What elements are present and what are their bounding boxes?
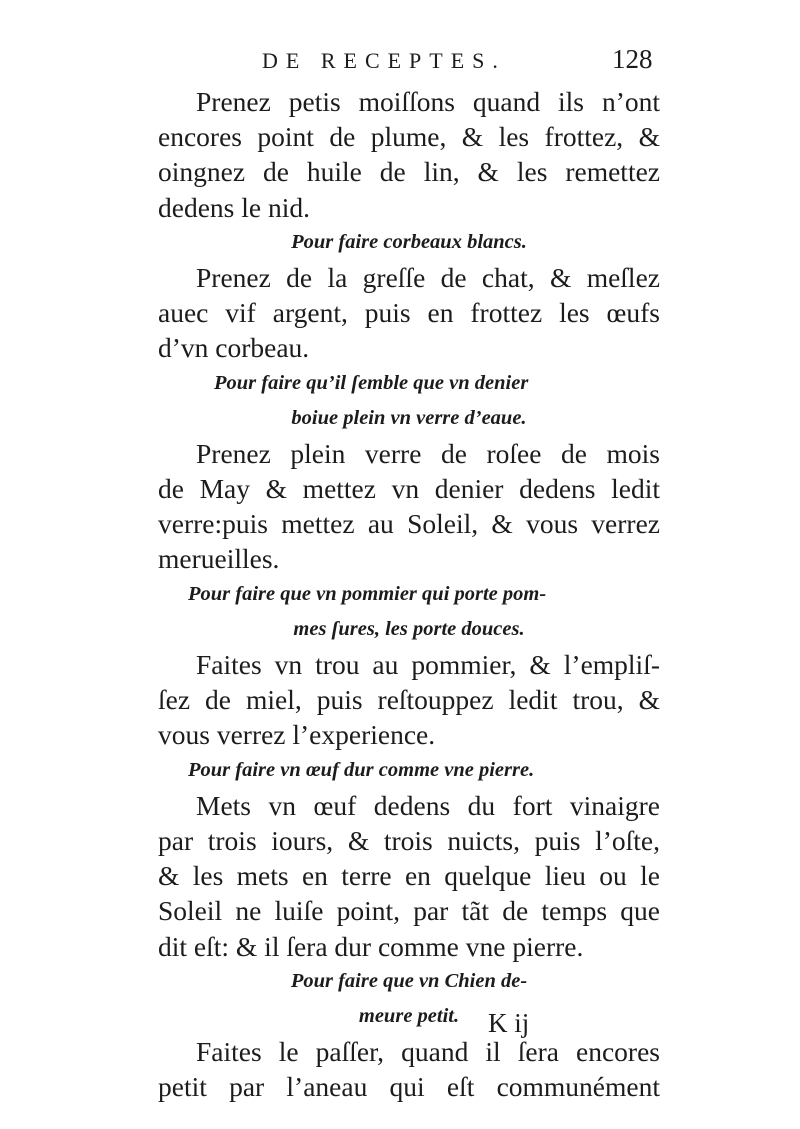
text-line: oingnez de huile de lin, & les remettez [158,156,660,188]
recipe-heading: mes ſures, les porte douces. [293,617,525,640]
recipe-heading: Pour faire qu’il ſemble que vn denier [214,371,529,394]
text-line: dit eſt: & il ſera dur comme vne pierre. [158,930,584,962]
text-line: par trois iours, & trois nuicts, puis l’oſte, [158,824,660,856]
text-line: merueilles. [158,543,280,575]
text-line: auec vif argent, puis en frottez les œufs [158,297,660,329]
text-line: dedens le nid. [158,191,310,223]
text-line: Soleil ne luiſe point, par tãt de temps que [158,895,660,927]
recipe-heading: boiue plein vn verre d’eaue. [291,406,527,429]
text-line: Mets vn œuf dedens du fort vinaigre [196,789,660,821]
recipe-heading: Pour faire vn œuf dur comme vne pierre. [188,758,535,781]
recipe-heading: Pour faire que vn pommier qui porte pom- [188,582,547,605]
signature-mark: K ij [488,1008,530,1038]
text-line: d’vn corbeau. [158,332,310,364]
text-line: Prenez plein verre de roſee de mois [196,437,660,469]
text-line: Faites le paſſer, quand il ſera encores [196,1036,660,1068]
text-line: petit par l’aneau qui eſt communément [158,1071,660,1103]
text-line: Prenez de la greſſe de chat, & meſlez [196,261,660,293]
page-number: 128 [612,44,653,74]
running-head: DE RECEPTES. [262,48,506,73]
text-line: Prenez petis moiſſons quand ils n’ont [196,86,660,117]
text-line: encores point de plume, & les frottez, & [158,121,660,153]
page-text [158,84,660,1104]
text-line: de May & mettez vn denier dedens ledit [158,473,660,505]
text-line: Faites vn trou au pommier, & l’empliſ- [196,649,660,680]
text-line: & les mets en terre en quelque lieu ou le [158,860,660,892]
text-line: verre:puis mettez au Soleil, & vous verrez [158,508,660,540]
recipe-heading: Pour faire corbeaux blancs. [291,230,527,253]
text-line: vous verrez l’experience. [158,719,436,751]
text-line: ſez de miel, puis reſtouppez ledit trou, & [158,684,660,716]
recipe-heading: Pour faire que vn Chien de- [290,969,528,992]
recipe-heading: meure petit. [358,1004,460,1027]
